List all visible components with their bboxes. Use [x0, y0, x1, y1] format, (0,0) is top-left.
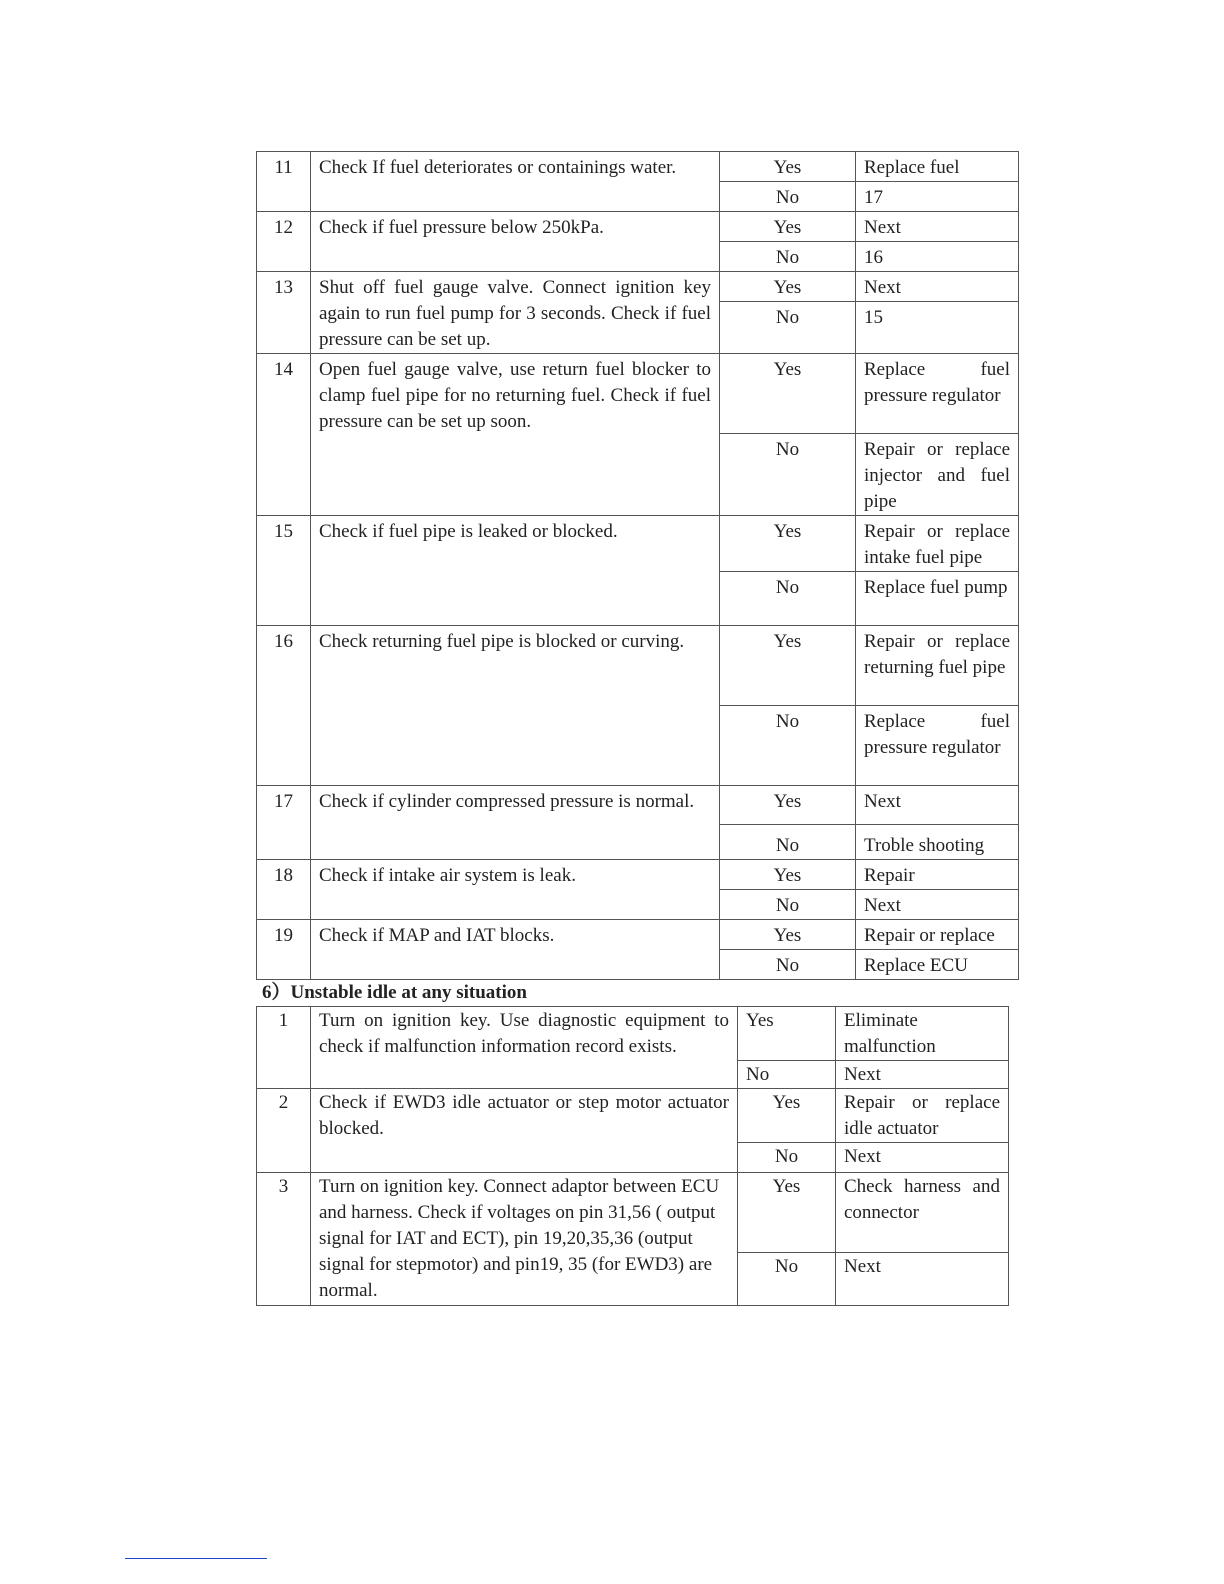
- result-yes: Next: [856, 786, 1019, 825]
- result-yes: Next: [856, 272, 1019, 302]
- answer-no: No: [738, 1253, 836, 1306]
- answer-yes: Yes: [720, 272, 856, 302]
- table-row: [257, 1007, 1009, 1061]
- step-number: 16: [257, 626, 311, 786]
- answer-yes: Yes: [720, 516, 856, 572]
- answer-no: No: [720, 302, 856, 354]
- answer-no: No: [720, 950, 856, 980]
- answer-no: No: [720, 706, 856, 786]
- answer-no: No: [720, 434, 856, 516]
- step-number: 17: [257, 786, 311, 860]
- footnote-separator: [125, 1558, 267, 1559]
- result-no: Replace ECU: [856, 950, 1019, 980]
- step-number: 15: [257, 516, 311, 626]
- step-description: Check if intake air system is leak.: [311, 860, 720, 920]
- result-no: Next: [836, 1143, 1009, 1173]
- result-no: 16: [856, 242, 1019, 272]
- troubleshooting-table-2: [256, 1006, 1009, 1306]
- step-description: Open fuel gauge valve, use return fuel blocker to clamp fuel pipe for no returning fuel. Check if fuel pressure can be set up soon.: [311, 354, 720, 516]
- step-number: 19: [257, 920, 311, 980]
- result-yes: Repair: [856, 860, 1019, 890]
- result-no: Next: [836, 1061, 1009, 1089]
- step-description: Check if fuel pipe is leaked or blocked.: [311, 516, 720, 626]
- step-description: Shut off fuel gauge valve. Connect ignition key again to run fuel pump for 3 seconds. Check if fuel pressure can be set up.: [311, 272, 720, 354]
- table-row: [257, 212, 1019, 242]
- answer-yes: Yes: [738, 1173, 836, 1253]
- answer-yes: Yes: [720, 354, 856, 434]
- step-number: 14: [257, 354, 311, 516]
- table-row: [257, 626, 1019, 706]
- result-no: Troble shooting: [856, 825, 1019, 860]
- table-row: [257, 860, 1019, 890]
- result-yes: Repair or replace: [856, 920, 1019, 950]
- answer-no: No: [738, 1061, 836, 1089]
- result-yes: Check harness and connector: [836, 1173, 1009, 1253]
- result-no: 17: [856, 182, 1019, 212]
- answer-no: No: [720, 890, 856, 920]
- result-yes: Next: [856, 212, 1019, 242]
- result-yes: Repair or replace intake fuel pipe: [856, 516, 1019, 572]
- step-description: Turn on ignition key. Connect adaptor between ECU and harness. Check if voltages on pin 31,56 ( output signal for IAT and ECT), pin 19,20,35,36 (output signal for stepmotor) and pin19, 35 (for EWD3) are normal.: [311, 1173, 738, 1306]
- step-number: 3: [257, 1173, 311, 1306]
- answer-yes: Yes: [720, 212, 856, 242]
- step-description: Check if MAP and IAT blocks.: [311, 920, 720, 980]
- table-row: [257, 1173, 1009, 1253]
- table-row: [257, 516, 1019, 572]
- result-no: Next: [836, 1253, 1009, 1306]
- step-number: 18: [257, 860, 311, 920]
- result-yes: Eliminate malfunction: [836, 1007, 1009, 1061]
- result-no: Replace fuel pump: [856, 572, 1019, 626]
- step-number: 13: [257, 272, 311, 354]
- answer-yes: Yes: [720, 152, 856, 182]
- step-description: Turn on ignition key. Use diagnostic equipment to check if malfunction information record exists.: [311, 1007, 738, 1089]
- answer-yes: Yes: [720, 860, 856, 890]
- answer-no: No: [720, 242, 856, 272]
- answer-no: No: [720, 825, 856, 860]
- step-number: 1: [257, 1007, 311, 1089]
- step-description: Check returning fuel pipe is blocked or curving.: [311, 626, 720, 786]
- step-description: Check If fuel deteriorates or containings water.: [311, 152, 720, 212]
- table-row: [257, 272, 1019, 302]
- step-description: Check if EWD3 idle actuator or step motor actuator blocked.: [311, 1089, 738, 1173]
- step-number: 11: [257, 152, 311, 212]
- answer-yes: Yes: [738, 1007, 836, 1061]
- result-yes: Repair or replace returning fuel pipe: [856, 626, 1019, 706]
- answer-yes: Yes: [720, 920, 856, 950]
- step-description: Check if fuel pressure below 250kPa.: [311, 212, 720, 272]
- result-no: 15: [856, 302, 1019, 354]
- table-row: [257, 920, 1019, 950]
- result-no: Replace fuel pressure regulator: [856, 706, 1019, 786]
- result-yes: Repair or replace idle actuator: [836, 1089, 1009, 1143]
- answer-no: No: [720, 572, 856, 626]
- result-no: Next: [856, 890, 1019, 920]
- result-yes: Replace fuel: [856, 152, 1019, 182]
- table-row: [257, 354, 1019, 434]
- step-number: 12: [257, 212, 311, 272]
- answer-yes: Yes: [720, 626, 856, 706]
- answer-no: No: [720, 182, 856, 212]
- step-description: Check if cylinder compressed pressure is normal.: [311, 786, 720, 860]
- result-yes: Replace fuel pressure regulator: [856, 354, 1019, 434]
- table-row: [257, 1089, 1009, 1143]
- troubleshooting-table-1: [256, 151, 1019, 980]
- answer-no: No: [738, 1143, 836, 1173]
- step-number: 2: [257, 1089, 311, 1173]
- table-row: [257, 152, 1019, 182]
- answer-yes: Yes: [738, 1089, 836, 1143]
- answer-yes: Yes: [720, 786, 856, 825]
- section-heading: 6）Unstable idle at any situation: [262, 982, 527, 1003]
- result-no: Repair or replace injector and fuel pipe: [856, 434, 1019, 516]
- table-row: [257, 786, 1019, 825]
